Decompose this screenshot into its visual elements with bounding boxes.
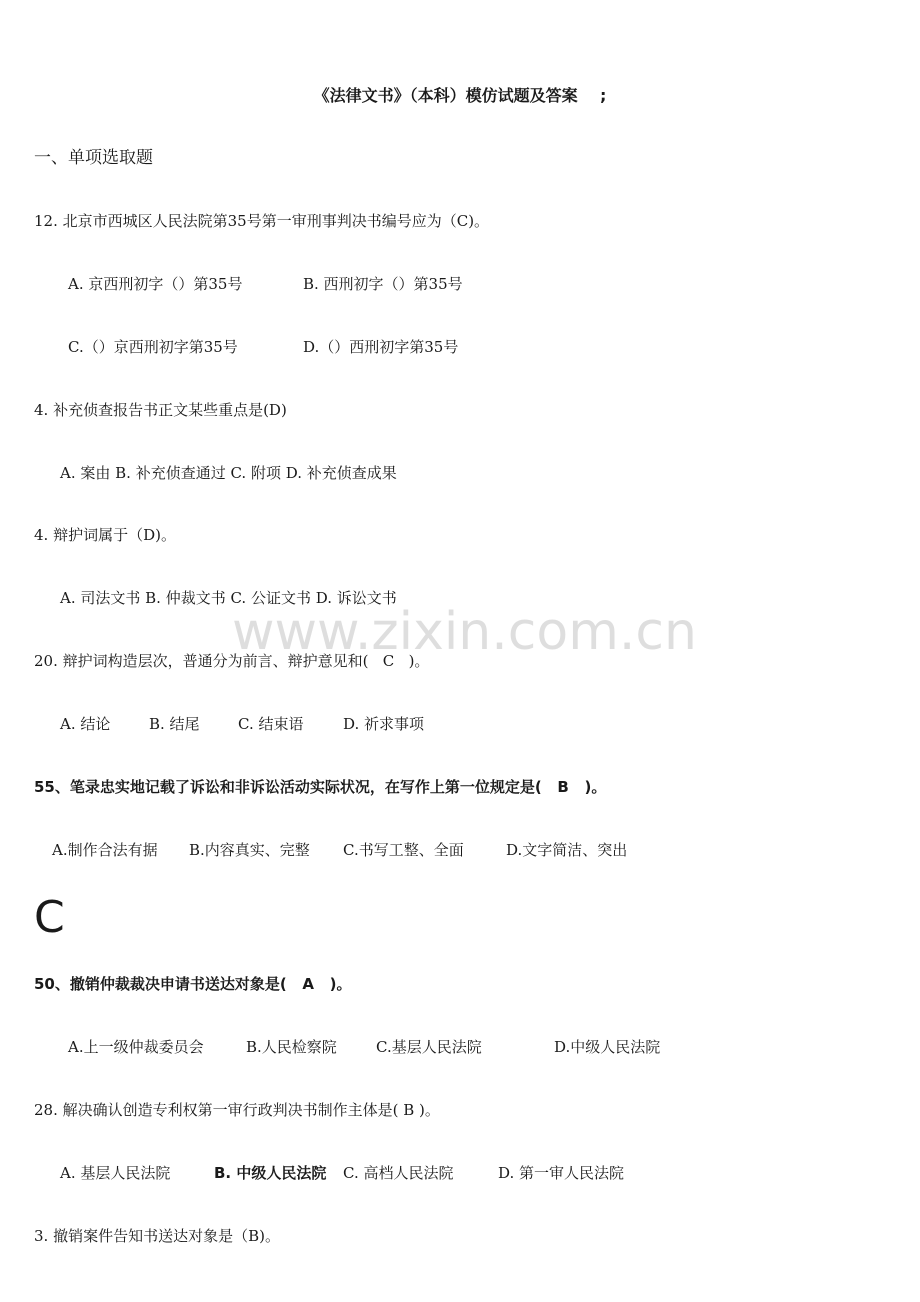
question-stem: 4. 补充侦查报告书正文某些重点是(D) [34,401,287,419]
option-d: D.中级人民法院 [554,1038,661,1056]
option-b: B. 结尾 [149,715,200,733]
question-stem: 28. 解决确认创造专利权第一审行政判决书制作主体是( B )。 [34,1101,440,1119]
option-b: B. 西刑初字（）第35号 [303,275,463,293]
option-a: A.制作合法有据 [52,841,158,859]
page-title: 《法律文书》（本科）模仿试题及答案 ; [313,86,607,105]
option-c: C. 高档人民法院 [343,1164,454,1182]
option-d: D.（）西刑初字第35号 [303,338,459,356]
option-c: C. 结束语 [238,715,304,733]
section-heading: 一、单项选取题 [34,148,153,168]
option-b: B. 中级人民法院 [214,1164,327,1182]
question-stem: 12. 北京市西城区人民法院第35号第一审刑事判决书编号应为（C)。 [34,212,490,230]
option-c: C.基层人民法院 [376,1038,482,1056]
question-stem: 4. 辩护词属于（D)。 [34,526,176,544]
options-line: A. 司法文书 B. 仲裁文书 C. 公证文书 D. 诉讼文书 [60,589,397,607]
question-stem: 20. 辩护词构造层次，普通分为前言、辩护意见和( C )。 [34,652,430,670]
option-a: A.上一级仲裁委员会 [68,1038,204,1056]
option-d: D.文字简洁、突出 [506,841,628,859]
option-c: C.书写工整、全面 [343,841,464,859]
option-a: A. 结论 [60,715,111,733]
option-b: B.人民检察院 [246,1038,337,1056]
question-stem: 50、撤销仲裁裁决申请书送达对象是( A )。 [34,975,352,993]
question-stem: 55、笔录忠实地记载了诉讼和非诉讼活动实际状况，在写作上第一位规定是( B )。 [34,778,607,796]
option-a: A. 京西刑初字（）第35号 [68,275,243,293]
option-d: D. 第一审人民法院 [498,1164,625,1182]
question-stem: 3. 撤销案件告知书送达对象是（B)。 [34,1227,280,1245]
option-c: C.（）京西刑初字第35号 [68,338,238,356]
options-line: A. 案由 B. 补充侦查通过 C. 附项 D. 补充侦查成果 [60,464,397,482]
option-d: D. 祈求事项 [343,715,425,733]
watermark: www.zixin.com.cn [232,602,697,662]
option-a: A. 基层人民法院 [60,1164,171,1182]
big-letter: C [34,892,65,943]
option-b: B.内容真实、完整 [189,841,310,859]
